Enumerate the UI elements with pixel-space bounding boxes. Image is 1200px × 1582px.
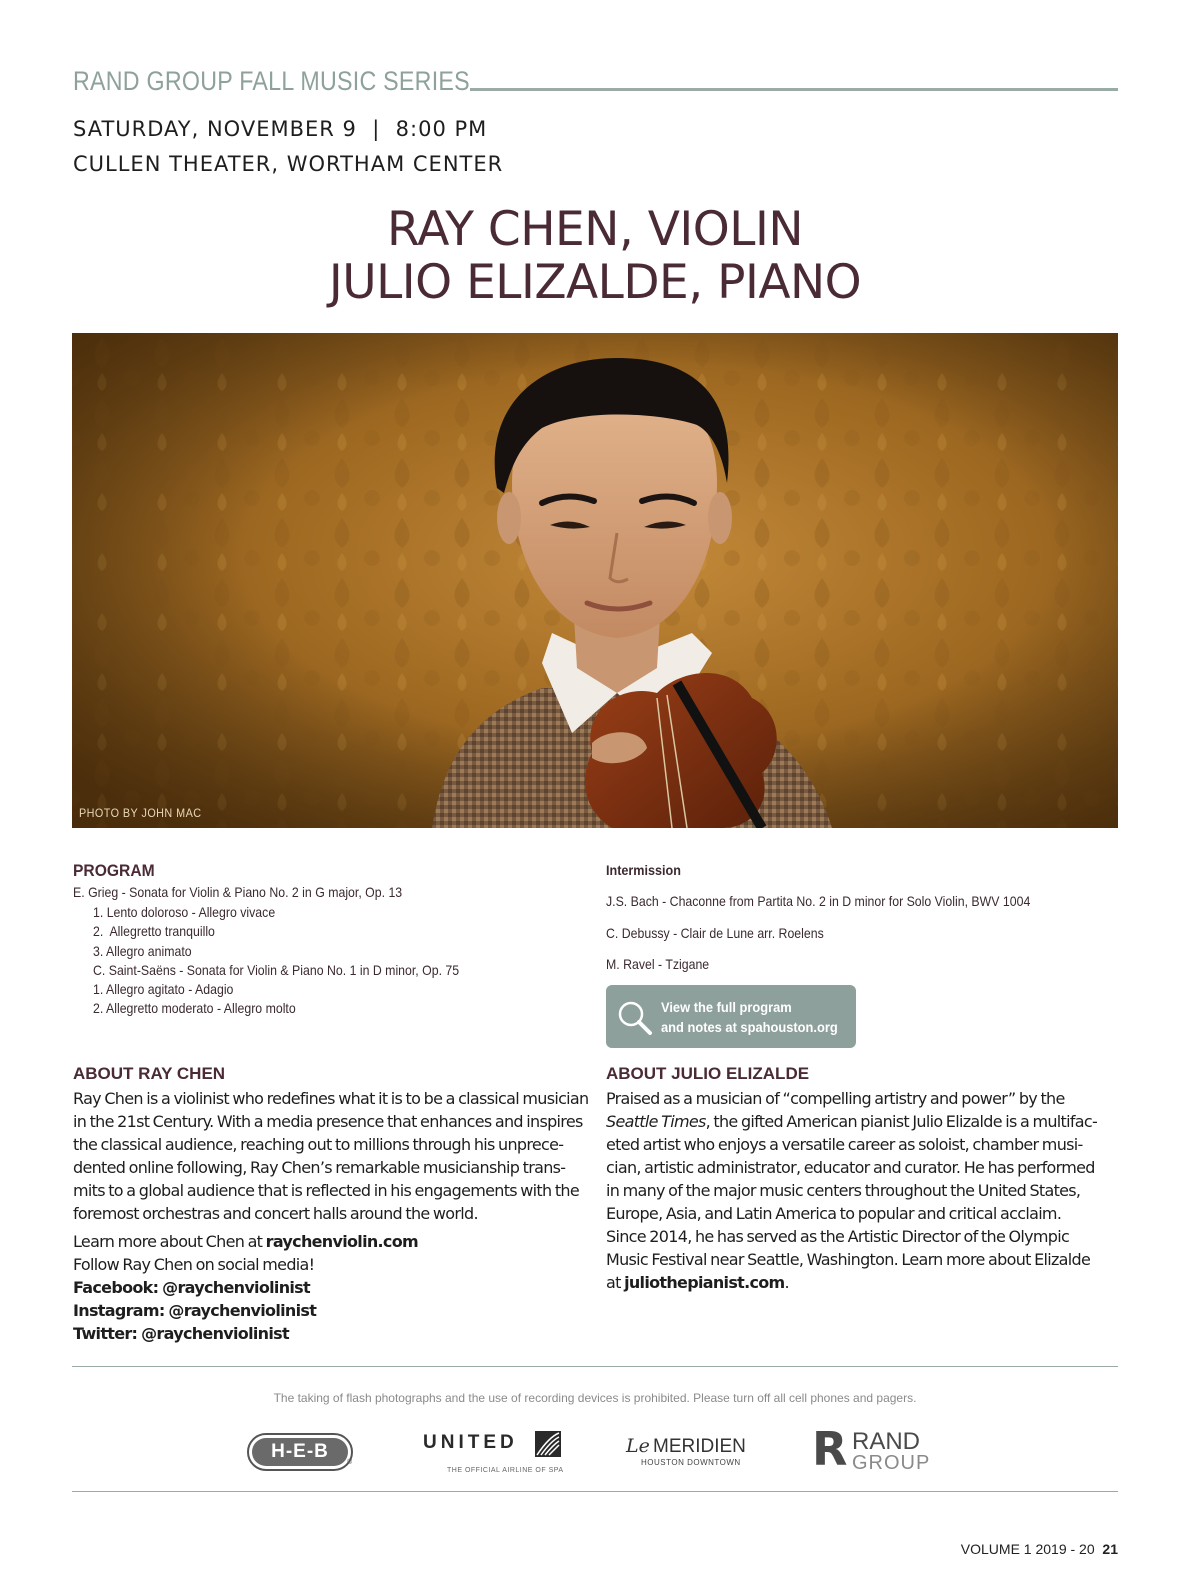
chen-website-link[interactable]: raychenviolin.com [265,1232,418,1251]
device-notice: The taking of flash photographs and the use of recording devices is prohibited. Please turn off all cell phones and pagers. [273,1391,917,1405]
bio-line: cian, artistic administrator, educator and curator. He has performed [606,1158,1095,1177]
program-work-saint-saens: C. Saint-Saëns - Sonata for Violin & Piano No. 1 in D minor, Op. 75 [93,962,460,978]
bio-line: Praised as a musician of “compelling artistry and power” by the [606,1089,1065,1108]
event-date-time: SATURDAY, NOVEMBER 9 | 8:00 PM [73,117,488,141]
about-elizalde-heading: ABOUT JULIO ELIZALDE [606,1064,810,1083]
about-chen-heading: ABOUT RAY CHEN [73,1064,226,1083]
headline-performer-2: JULIO ELIZALDE, PIANO [328,255,862,310]
bio-line: Ray Chen is a violinist who redefines what it is to be a classical musician [73,1089,589,1108]
bio-line: Music Festival near Seattle, Washington. Learn more about Elizalde [606,1250,1091,1269]
program-movement: 1. Allegro agitato - Adagio [93,981,234,997]
performer-photo [72,333,1118,828]
elizalde-website-line [606,1271,1118,1294]
heb-wordmark: H-E-B [271,1441,329,1462]
program-work-ravel: M. Ravel - Tzigane [606,956,710,972]
elizalde-website-suffix: . [784,1273,789,1292]
meridien-le: Le [626,1435,650,1457]
page-number: 21 [1102,1541,1118,1557]
bio-line: in the 21st Century. With a media presence that enhances and inspires [73,1112,583,1131]
chen-website-line [73,1230,585,1253]
program-movement: 3. Allegro animato [93,943,192,959]
chen-twitter[interactable]: Twitter: @raychenviolinist [73,1324,289,1343]
chen-follow-line: Follow Ray Chen on social media! [73,1255,315,1274]
footer-rule-bottom [72,1491,1118,1492]
photo-credit: PHOTO BY JOHN MAC [79,806,202,820]
bio-line-rest: , the gifted American pianist Julio Elizalde is a multifac- [705,1112,1098,1131]
le-meridien-logo [626,1433,756,1473]
bio-line: in many of the major music centers throughout the United States, [606,1181,1081,1200]
group-wordmark: GROUP [852,1452,931,1474]
bio-line: dented online following, Ray Chen’s remarkable musicianship trans- [73,1158,566,1177]
meridien-subtitle: HOUSTON DOWNTOWN [641,1458,741,1467]
series-title: RAND GROUP FALL MUSIC SERIES [73,66,470,96]
event-venue: CULLEN THEATER, WORTHAM CENTER [73,152,504,176]
bio-line: eted artist who enjoys a versatile career as soloist, chamber musi- [606,1135,1083,1154]
portrait-illustration [72,333,1118,828]
bio-line: Europe, Asia, and Latin America to popular and critical acclaim. [606,1204,1062,1223]
program-work-grieg: E. Grieg - Sonata for Violin & Piano No. 2 in G major, Op. 13 [73,884,403,900]
program-movement: 1. Lento doloroso - Allegro vivace [93,904,276,920]
footer-rule-top [72,1366,1118,1367]
series-rule [470,88,1118,91]
meridien-wordmark: MERIDIEN [653,1436,746,1457]
footer-volume [961,1541,1118,1557]
view-program-line1: View the full program [661,999,792,1015]
heb-registered-mark: ® [347,1459,353,1466]
program-movement: 2. Allegretto moderato - Allegro molto [93,1000,296,1016]
program-movement: 2. Allegretto tranquillo [93,923,215,939]
united-globe-icon [535,1431,561,1457]
united-tagline: THE OFFICIAL AIRLINE OF SPA [447,1467,564,1474]
bio-line: foremost orchestras and concert halls around the world. [73,1204,478,1223]
united-logo [423,1432,573,1482]
intermission-label: Intermission [606,862,681,878]
rand-mark: R [812,1422,848,1476]
bio-line: Since 2014, he has served as the Artistic Director of the Olympic [606,1227,1070,1246]
bio-line: the classical audience, reaching out to millions through his unprece- [73,1135,564,1154]
chen-facebook[interactable]: Facebook: @raychenviolinist [73,1278,310,1297]
view-program-text [661,997,838,1037]
about-elizalde-body [606,1087,1118,1294]
elizalde-website-prefix: at [606,1273,625,1292]
bio-line [606,1110,1118,1133]
volume-label: VOLUME 1 2019 - 20 [960,1541,1095,1557]
program-work-bach: J.S. Bach - Chaconne from Partita No. 2 in D minor for Solo Violin, BWV 1004 [606,893,1031,909]
magnifier-icon [616,999,654,1037]
rand-wordmark: RAND [852,1428,921,1455]
headline-performer-1: RAY CHEN, VIOLIN [386,202,803,257]
bio-line: mits to a global audience that is reflected in his engagements with the [73,1181,579,1200]
about-chen-body [73,1087,589,1345]
view-program-button[interactable] [606,985,856,1048]
chen-website-prefix: Learn more about Chen at [73,1232,266,1251]
view-program-line2: and notes at spahouston.org [661,1019,838,1035]
heb-logo [247,1433,353,1471]
newspaper-name: Seattle Times [606,1112,706,1131]
rand-group-logo [812,1422,942,1476]
chen-instagram[interactable]: Instagram: @raychenviolinist [73,1301,317,1320]
elizalde-website-link[interactable]: juliothepianist.com [624,1273,785,1292]
united-wordmark: UNITED [423,1432,518,1453]
program-heading: PROGRAM [73,861,155,880]
program-work-debussy: C. Debussy - Clair de Lune arr. Roelens [606,925,824,941]
